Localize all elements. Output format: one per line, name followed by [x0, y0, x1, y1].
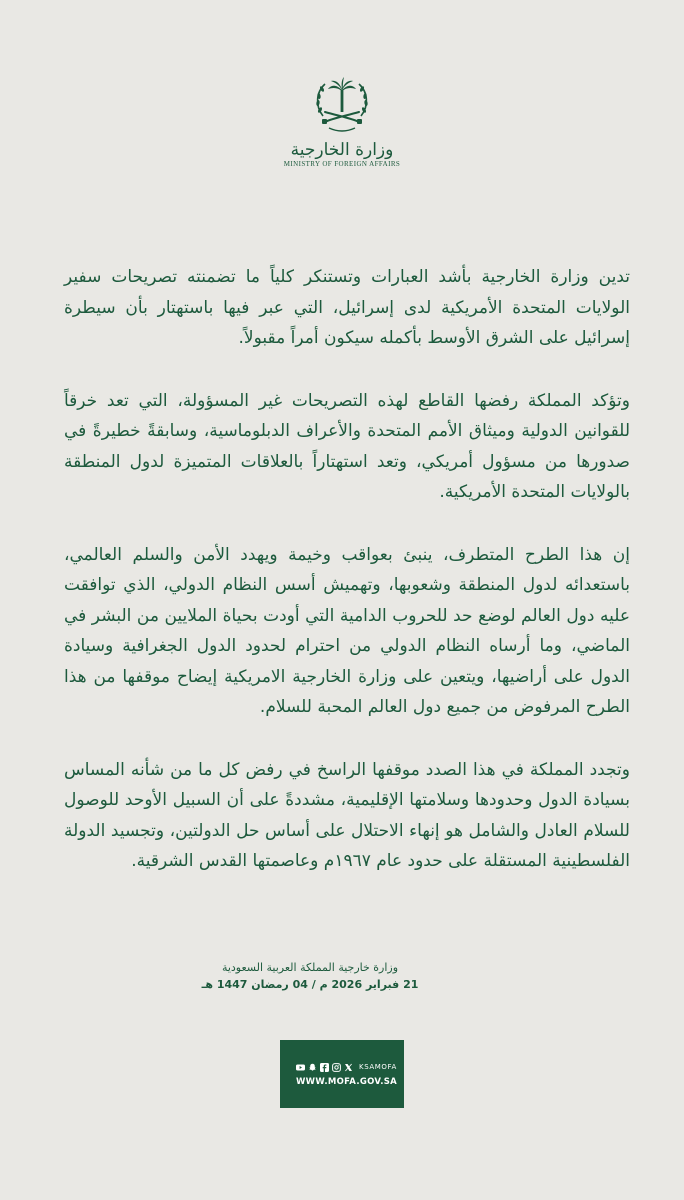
statement-paragraph: إن هذا الطرح المتطرف، ينبئ بعواقب وخيمة ويهدد الأمن والسلم العالمي، باستعدائه لدول المنطقة وشعوبها، وتهميش أسس النظام الدولي، الذي توافقت عليه دول العالم لوضع حد للحروب الدامية التي أودت بحياة الملايين من البشر في الماضي، وما أرساه النظام الدولي من احترام لحدود الدول الجغرافية وسيادة الدول على أراضيها، ويتعين على وزارة الخارجية الامريكية إيضاح موقفها من هذا الطرح المرفوض من جميع دول العالم المحبة للسلام.: [64, 544, 630, 717]
ministry-name-arabic: وزارة الخارجية: [290, 140, 394, 160]
social-links: [296, 1061, 397, 1073]
youtube-icon[interactable]: [296, 1063, 305, 1072]
signature-block: [200, 960, 420, 993]
x-icon[interactable]: [344, 1063, 353, 1072]
statement-paragraph: وتجدد المملكة في هذا الصدد موقفها الراسخ في رفض كل ما من شأنه المساس بسيادة الدول وحدودها وسلامتها الإقليمية، مشددةً على أن السبيل الأوحد للوصول للسلام العادل والشامل هو إنهاء الاحتلال على أساس حل الدولتين، وتجسيد الدولة الفلسطينية المستقلة على حدود عام ١٩٦٧م وعاصمتها القدس الشرقية.: [64, 759, 630, 871]
social-handle: KSAMOFA: [359, 1063, 397, 1071]
emblem-icon: [309, 72, 375, 138]
facebook-icon[interactable]: [320, 1063, 329, 1072]
website-link[interactable]: WWW.MOFA.GOV.SA: [296, 1077, 398, 1087]
snapchat-icon[interactable]: [308, 1063, 317, 1072]
statement-body: [64, 262, 630, 909]
instagram-icon[interactable]: [332, 1063, 341, 1072]
signature-organization: وزارة خارجية المملكة العربية السعودية: [221, 961, 399, 974]
statement-paragraph: وتؤكد المملكة رفضها القاطع لهذه التصريحات غير المسؤولة، التي تعد خرقاً للقوانين الدولية وميثاق الأمم المتحدة والأعراف الدبلوماسية، وسابقةً خطيرةً في صدورها من مسؤول أمريكي، وتعد استهتاراً بالعلاقات المتميزة لدول المنطقة بالولايات المتحدة الأمريكية.: [64, 390, 630, 502]
statement-date: 21 فبراير 2026 م / 04 رمضان 1447 هـ: [201, 978, 419, 991]
ministry-name-english: MINISTRY OF FOREIGN AFFAIRS: [283, 160, 401, 168]
footer-badge: [280, 1040, 404, 1108]
ministry-logo: [272, 72, 412, 190]
statement-paragraph: تدين وزارة الخارجية بأشد العبارات وتستنكر كلياً ما تضمنته تصريحات سفير الولايات المتحدة الأمريكية لدى إسرائيل، التي عبر فيها باستهتار بأن سيطرة إسرائيل على الشرق الأوسط بأكمله سيكون أمراً مقبولاً.: [64, 267, 630, 348]
